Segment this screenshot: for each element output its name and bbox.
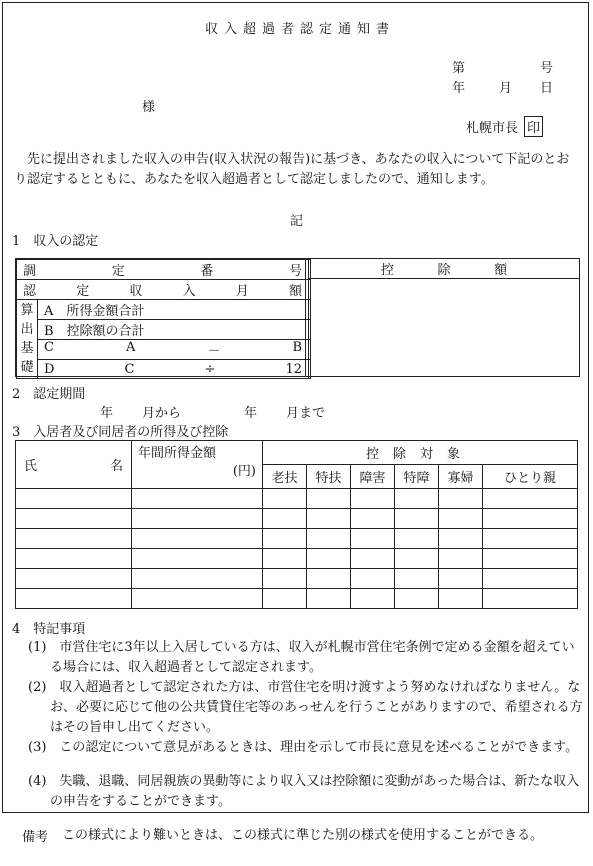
table-row — [16, 569, 578, 589]
row-b-label: B 控除額の合計 — [38, 320, 309, 340]
date-year-label: 年 — [452, 81, 466, 96]
deduction-tokufu: 特扶 — [307, 465, 351, 489]
note-3: (3) この認定について意見があるときは、理由を示して市長に意見を述べることができます。 — [28, 740, 579, 755]
col-income-header: 年間所得金額 (円) — [132, 441, 263, 489]
deduction-tokusho: 特障 — [395, 465, 439, 489]
note-4: (4) 失職、退職、同居親族の異動等により収入又は控除額に変動があった場合は、新たな収入の申告をすることができます。 — [28, 774, 580, 809]
ki-label: 記 — [290, 214, 304, 229]
remarks-text: この様式により難いときは、この様式に準じた別の様式を使用することができる。 — [62, 828, 544, 843]
number-label-go: 号 — [540, 61, 554, 76]
table-row — [16, 589, 578, 609]
period-to-year: 年 — [244, 406, 258, 421]
row-a-label: A 所得金額合計 — [38, 300, 309, 320]
income-table — [15, 258, 580, 377]
col-deduction-header: 控除対象 — [263, 441, 578, 465]
table-row — [16, 489, 578, 509]
seal-mark: 印 — [524, 116, 543, 137]
table-row — [16, 509, 578, 529]
addressee-suffix: 様 — [142, 100, 156, 115]
issuer-block — [466, 116, 543, 137]
note-1: (1) 市営住宅に3年以上入居している方は、収入が札幌市営住宅条例で定める金額を超えている場合には、収入超過者として認定されます。 — [28, 640, 575, 675]
household-table — [15, 440, 578, 609]
section2-heading: 2 認定期間 — [12, 387, 86, 402]
note-2: (2) 収入超過者として認定された方は、市営住宅を明け渡すよう努めなければなりません。なお、必要に応じて他の公共賃貸住宅等のあっせんを行うことがありますので、希望される方はその旨申し出てください。 — [28, 680, 583, 735]
row-d-label: D C ÷ 12 — [44, 361, 303, 377]
kojogaku-value[interactable] — [309, 279, 579, 376]
document-title: 収入超過者認定通知書 — [205, 22, 396, 37]
period-from-year: 年 — [100, 406, 114, 421]
nintei-shunyu-label: 認 定 収 入 月 額 — [23, 284, 303, 299]
section4-heading: 4 特記事項 — [12, 622, 86, 637]
remarks-label: 備考 — [22, 830, 49, 845]
kojogaku-header: 控 除 額 — [309, 259, 579, 279]
section3-heading: 3 入居者及び同居者の所得及び控除 — [12, 425, 229, 440]
intro-paragraph: 先に提出されました収入の申告(収入状況の報告)に基づき、あなたの収入について下記のとおり認定するとともに、あなたを収入超過者として認定しましたので、通知します。 — [14, 152, 570, 187]
period-to-month: 月まで — [286, 406, 326, 421]
deduction-hitorioya: ひとり親 — [483, 465, 578, 489]
date-day-label: 日 — [540, 81, 554, 96]
table-row — [16, 549, 578, 569]
row-c-label: C A － B — [44, 340, 303, 359]
income-left-table — [16, 259, 311, 379]
table-row — [16, 529, 578, 549]
date-month-label: 月 — [499, 81, 513, 96]
number-label-dai: 第 — [452, 61, 466, 76]
kojogaku-panel — [309, 259, 579, 376]
period-from-month: 月から — [142, 406, 182, 421]
col-name-header: 氏 名 — [24, 459, 123, 474]
nintei-bango-label: 調 定 番 号 — [23, 264, 303, 279]
deduction-shogai: 障害 — [351, 465, 395, 489]
santei-kiso-label: 算 出 基 礎 — [17, 300, 38, 379]
issuer-name: 札幌市長 — [466, 121, 519, 136]
deduction-kafu: 寡婦 — [439, 465, 483, 489]
deduction-roufu: 老扶 — [263, 465, 307, 489]
section1-heading: 1 収入の認定 — [12, 234, 99, 249]
